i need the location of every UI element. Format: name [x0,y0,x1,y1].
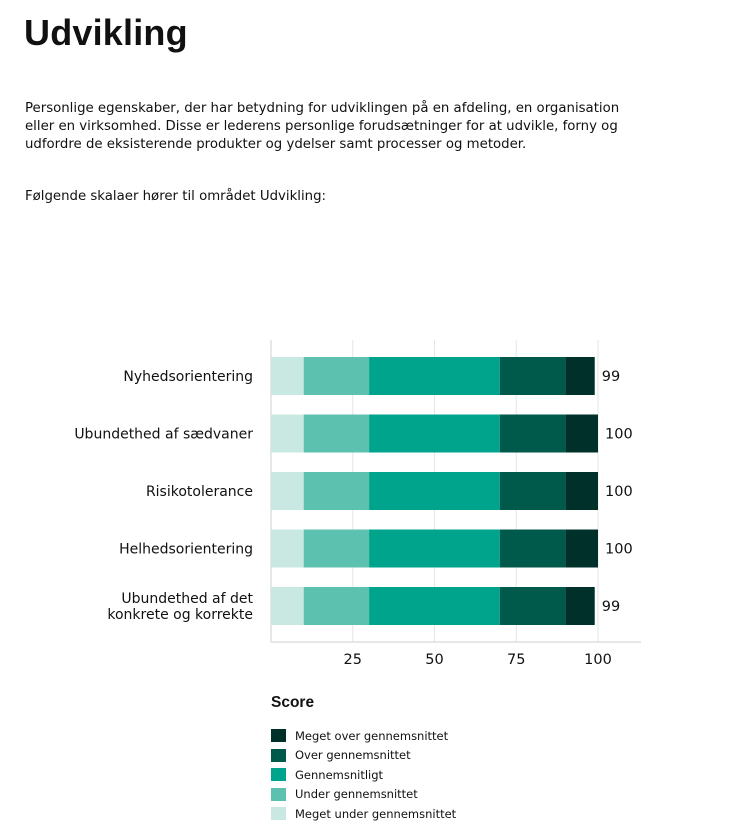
bar-total-label: 100 [605,541,633,558]
bar-segment [369,587,500,625]
bar-segment [565,415,598,453]
category-label: konkrete og korrekte [107,607,253,623]
bar-segment [500,587,565,625]
legend-items [271,726,456,824]
category-label: Helhedsorientering [119,541,253,558]
page-title: Udvikling [24,12,188,53]
bar-segment [271,415,304,453]
legend-swatch [271,749,286,762]
scales-intro-text: Følgende skalaer hører til området Udvikling: [25,189,327,204]
legend-item [271,785,456,805]
legend-item [271,765,456,785]
bar-segment [500,530,565,568]
bar-segment [304,472,369,510]
x-tick-label: 25 [343,652,362,668]
bar-segment [369,357,500,395]
legend-label: Meget under gennemsnittet [295,806,457,821]
bar-segment [565,472,598,510]
bar-segment [304,415,369,453]
bar-total-label: 100 [605,484,633,500]
bar-segment [304,587,369,625]
legend-swatch [271,729,286,742]
bar-segment [369,472,500,510]
bar-segment [500,357,565,395]
bar-segment [271,472,304,510]
x-tick-label: 100 [584,652,612,668]
category-label: Ubundethed af det [121,591,253,607]
category-label: Nyhedsorientering [123,369,253,385]
bar-segment [271,357,304,395]
legend-label: Over gennemsnittet [295,748,411,763]
legend-title: Score [271,694,315,711]
bar-total-label: 99 [601,369,621,385]
bar-segment [304,530,369,568]
bar-segment [565,357,594,395]
legend-swatch [271,788,286,801]
legend-label: Gennemsnitligt [295,767,384,782]
category-label: Ubundethed af sædvaner [74,426,253,443]
legend-item [271,804,456,824]
bar-total-label: 100 [605,426,633,443]
bar-segment [500,472,565,510]
legend-label: Under gennemsnittet [295,787,418,802]
legend-swatch [271,768,286,781]
legend-item [271,726,456,746]
legend-item [271,746,456,766]
intro-text: Personlige egenskaber, der har betydning for udviklingen på en afdeling, en organisation eller en virksomhed. Disse er lederens personlige forudsætninger for at udvikle, forny og udfordre de eksisterende produkter og ydelser samt processer og metoder. [25,101,620,152]
bar-segment [271,587,304,625]
category-label: Risikotolerance [145,484,253,500]
bar-segment [369,415,500,453]
chart-legend [271,694,456,824]
bar-segment [369,530,500,568]
legend-label: Meget over gennemsnittet [295,728,449,743]
bar-total-label: 99 [601,599,621,615]
bar-segment [565,530,598,568]
bar-segment [500,415,565,453]
x-tick-label: 50 [425,652,444,668]
bar-segment [304,357,369,395]
bar-segment [565,587,594,625]
legend-swatch [271,807,286,820]
bar-segment [271,530,304,568]
x-tick-label: 75 [507,652,526,668]
